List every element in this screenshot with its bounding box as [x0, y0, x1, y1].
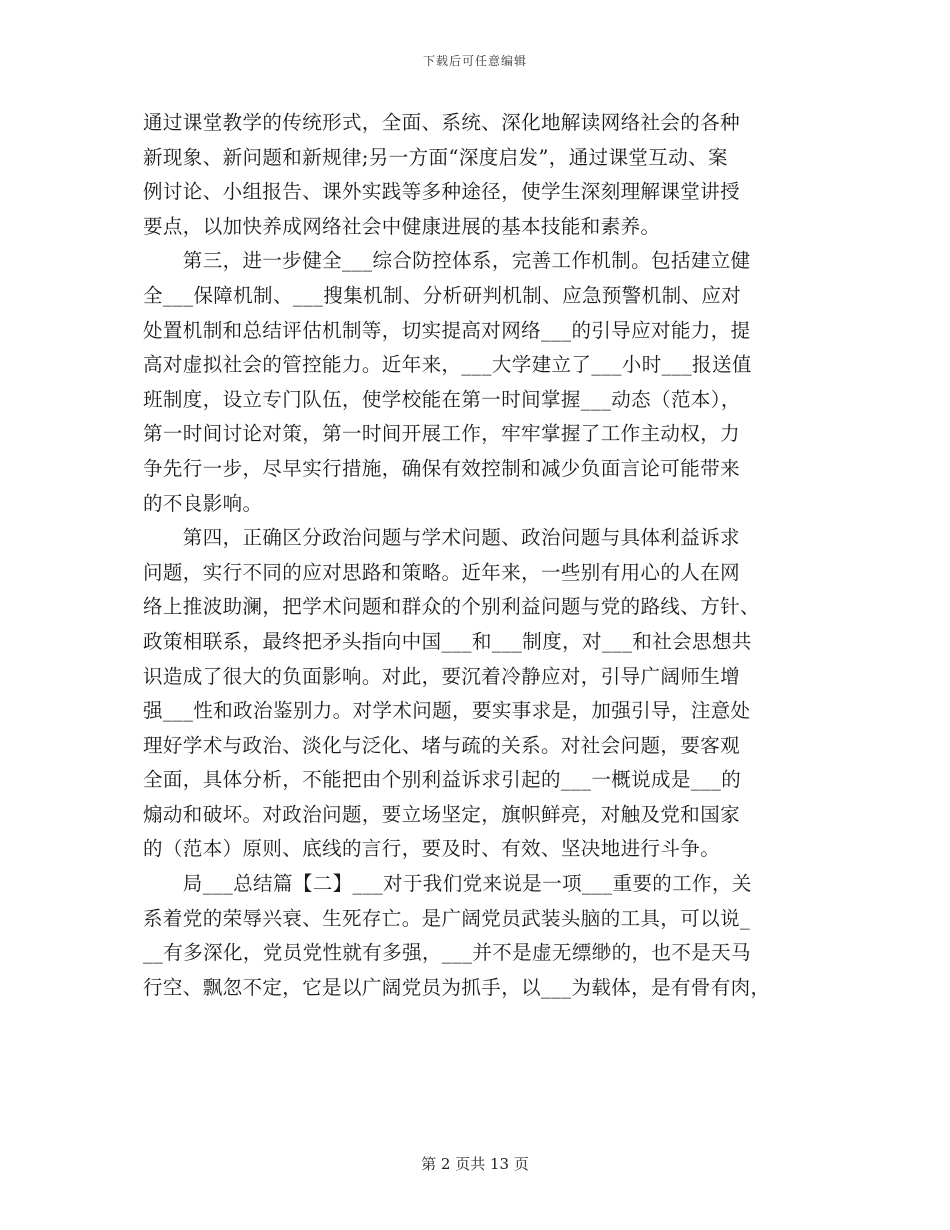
text-line: 行空、飘忽不定，它是以广阔党员为抓手，以___为载体，是有骨有肉，: [143, 975, 771, 999]
text-line: 争先行一步，尽早实行措施，确保有效控制和减少负面言论可能带来: [143, 456, 741, 480]
text-line: 理好学术与政治、淡化与泛化、堵与疏的关系。对社会问题，要客观: [143, 733, 741, 757]
page-header: 下载后可任意编辑: [422, 54, 527, 68]
text-line: 全___保障机制、___搜集机制、分析研判机制、应急预警机制、应对: [143, 283, 742, 307]
text-line: 班制度，设立专门队伍，使学校能在第一时间掌握___动态（范本），: [143, 387, 741, 411]
text-line: 络上推波助澜，把学术问题和群众的个别利益问题与党的路线、方针、: [143, 595, 760, 619]
text-line: 第四，正确区分政治问题与学术问题、政治问题与具体利益诉求: [143, 526, 741, 550]
text-line: 第三，进一步健全___综合防控体系，完善工作机制。包括建立健: [143, 249, 751, 273]
text-line: 局___总结篇【二】___对于我们党来说是一项___重要的工作，关: [143, 872, 752, 896]
text-line: 系着党的荣辱兴衰、生死存亡。是广阔党员武装头脑的工具，可以说_: [143, 906, 751, 930]
text-line: 新现象、新问题和新规律;另一方面“深度启发”，通过课堂互动、案: [143, 145, 728, 169]
text-line: 第一时间讨论对策，第一时间开展工作，牢牢掌握了工作主动权，力: [143, 422, 741, 446]
text-line: 政策相联系，最终把矛头指向中国___和___制度，对___和社会思想共: [143, 629, 752, 653]
text-line: 的不良影响。: [143, 491, 263, 515]
text-line: 高对虚拟社会的管控能力。近年来，___大学建立了___小时___报送值: [143, 353, 752, 377]
document-body: [143, 106, 811, 1005]
text-line: 煽动和破坏。对政治问题，要立场坚定，旗帜鲜亮，对触及党和国家: [143, 802, 741, 826]
page-number: 第 2 页共 13 页: [421, 1155, 529, 1173]
text-line: 全面，具体分析，不能把由个别利益诉求引起的___一概说成是___的: [143, 768, 742, 792]
text-line: 要点，以加快养成网络社会中健康进展的基本技能和素养。: [143, 214, 661, 238]
text-line: 处置机制和总结评估机制等，切实提高对网络___的引导应对能力，提: [143, 318, 751, 342]
text-line: __有多深化，党员党性就有多强，___并不是虚无缥缈的，也不是天马: [143, 941, 751, 965]
text-line: 识造成了很大的负面影响。对此，要沉着冷静应对，引导广阔师生增: [143, 664, 741, 688]
text-line: 的（范本）原则、底线的言行，要及时、有效、坚决地进行斗争。: [143, 837, 721, 861]
text-line: 强___性和政治鉴别力。对学术问题，要实事求是，加强引导，注意处: [143, 699, 751, 723]
text-line: 例讨论、小组报告、课外实践等多种途径，使学生深刻理解课堂讲授: [143, 180, 741, 204]
text-line: 问题，实行不同的应对思路和策略。近年来，一些别有用心的人在网: [143, 560, 741, 584]
text-line: 通过课堂教学的传统形式，全面、系统、深化地解读网络社会的各种: [143, 111, 741, 134]
